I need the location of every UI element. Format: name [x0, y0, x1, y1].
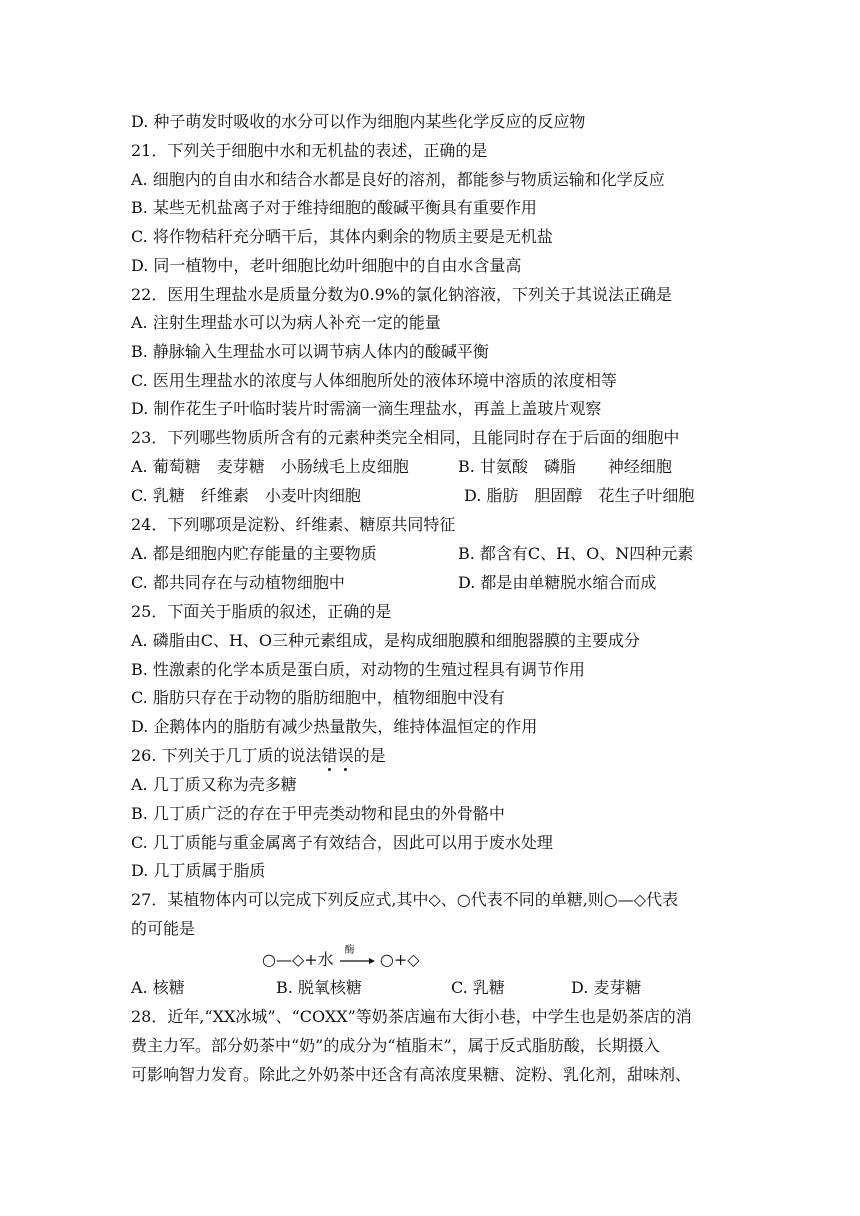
reaction-formula	[262, 944, 420, 971]
q24-options-row2	[131, 573, 751, 593]
q24-option-d: D. 都是由单糖脱水缩合而成	[458, 573, 657, 592]
reaction-products: ○+◇	[379, 949, 420, 969]
q26-stem-post: 的是	[353, 746, 386, 765]
q22-option-d: D. 制作花生子叶临时装片时需滴一滴生理盐水，再盖上盖玻片观察	[131, 399, 602, 418]
q24-stem: 24．下列哪项是淀粉、纤维素、糖原共同特征	[131, 515, 456, 534]
enzyme-label: 酶	[344, 944, 355, 956]
q26-stem	[131, 746, 741, 766]
q20-option-d: D. 种子萌发时吸收的水分可以作为细胞内某些化学反应的反应物	[131, 112, 586, 131]
q26-emphasis-char-1: 错	[321, 746, 338, 765]
q22-option-a: A. 注射生理盐水可以为病人补充一定的能量	[131, 313, 441, 332]
reaction-arrow	[339, 944, 375, 972]
q23-options-row1	[131, 457, 751, 477]
q23-option-c: C. 乳糖 纤维素 小麦叶肉细胞	[131, 486, 361, 505]
q25-option-c: C. 脂肪只存在于动物的脂肪细胞中，植物细胞中没有	[131, 688, 505, 707]
q22-option-b: B. 静脉输入生理盐水可以调节病人体内的酸碱平衡	[131, 342, 489, 361]
q24-option-b: B. 都含有C、H、O、N四种元素	[458, 544, 694, 563]
q27-stem-line2: 的可能是	[131, 919, 196, 938]
q23-option-b: B. 甘氨酸 磷脂 神经细胞	[458, 457, 672, 476]
q25-option-d: D. 企鹅体内的脂肪有减少热量散失，维持体温恒定的作用	[131, 717, 538, 736]
q25-option-a: A. 磷脂由C、H、O三种元素组成，是构成细胞膜和细胞器膜的主要成分	[131, 631, 641, 650]
q21-stem: 21．下列关于细胞中水和无机盐的表述，正确的是	[131, 141, 488, 160]
q27-option-d: D. 麦芽糖	[571, 978, 642, 997]
q28-stem-line1: 28．近年,“XX冰城”、“COXX”等奶茶店遍布大街小巷，中学生也是奶茶店的消	[131, 1007, 692, 1026]
q28-stem-line2: 费主力军。部分奶茶中“奶”的成分为“植脂末”，属于反式脂肪酸，长期摄入	[131, 1036, 660, 1055]
q21-option-d: D. 同一植物中，老叶细胞比幼叶细胞中的自由水含量高	[131, 256, 522, 275]
q26-emphasis-char-2: 误	[337, 746, 354, 765]
q21-option-b: B. 某些无机盐离子对于维持细胞的酸碱平衡具有重要作用	[131, 198, 537, 217]
q23-stem: 23．下列哪些物质所含有的元素种类完全相同，且能同时存在于后面的细胞中	[131, 428, 680, 447]
q24-option-a: A. 都是细胞内贮存能量的主要物质	[131, 544, 377, 563]
q21-option-c: C. 将作物秸秆充分晒干后，其体内剩余的物质主要是无机盐	[131, 227, 553, 246]
q27-option-c: C. 乳糖	[451, 978, 505, 997]
q21-option-a: A. 细胞内的自由水和结合水都是良好的溶剂，都能参与物质运输和化学反应	[131, 170, 665, 189]
q26-option-d: D. 几丁质属于脂质	[131, 861, 266, 880]
q27-option-b: B. 脱氧核糖	[276, 978, 362, 997]
q26-option-a: A. 几丁质又称为壳多糖	[131, 775, 297, 794]
q23-options-row2	[131, 486, 751, 506]
q27-options-row	[131, 978, 751, 998]
q24-options-row1	[131, 544, 751, 564]
q22-option-c: C. 医用生理盐水的浓度与人体细胞所处的液体环境中溶质的浓度相等	[131, 371, 617, 390]
q27-option-a: A. 核糖	[131, 978, 185, 997]
q27-stem-line1: 27．某植物体内可以完成下列反应式,其中◇、○代表不同的单糖,则○—◇代表	[131, 890, 679, 909]
q23-option-d: D. 脂肪 胆固醇 花生子叶细胞	[464, 486, 695, 505]
q24-option-c: C. 都共同存在与动植物细胞中	[131, 573, 345, 592]
q26-stem-pre: 26. 下列关于几丁质的说法	[131, 746, 322, 765]
q25-option-b: B. 性激素的化学本质是蛋白质，对动物的生殖过程具有调节作用	[131, 660, 585, 679]
q22-stem: 22．医用生理盐水是质量分数为0.9%的氯化钠溶液，下列关于其说法正确是	[131, 285, 673, 304]
q25-stem: 25．下面关于脂质的叙述，正确的是	[131, 602, 392, 621]
q28-stem-line3: 可影响智力发育。除此之外奶茶中还含有高浓度果糖、淀粉、乳化剂，甜味剂、	[131, 1065, 692, 1084]
q23-option-a: A. 葡萄糖 麦芽糖 小肠绒毛上皮细胞	[131, 457, 409, 476]
reaction-reactants: ○—◇+水	[262, 949, 334, 969]
arrow-icon	[339, 956, 375, 966]
q26-option-c: C. 几丁质能与重金属离子有效结合，因此可以用于废水处理	[131, 833, 553, 852]
q26-option-b: B. 几丁质广泛的存在于甲壳类动物和昆虫的外骨骼中	[131, 804, 505, 823]
